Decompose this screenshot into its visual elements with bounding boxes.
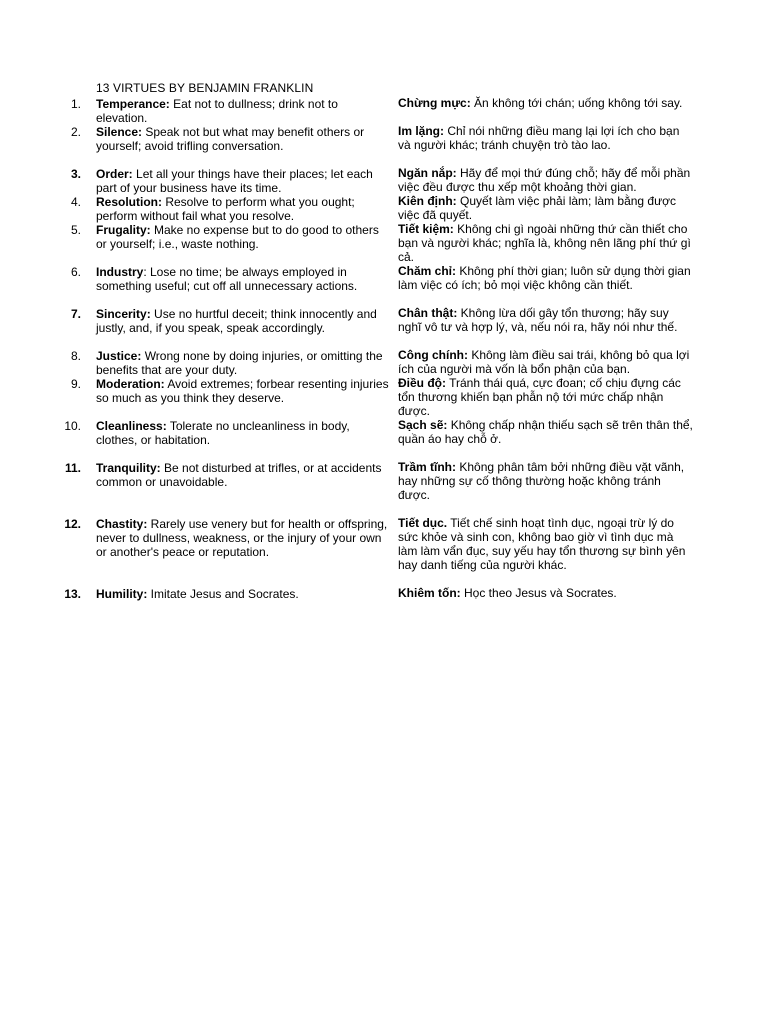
virtue-term: Resolution: <box>96 195 162 209</box>
virtue-text: Make no expense but to do good to others or yourself; i.e., waste nothing. <box>96 223 379 251</box>
virtue-vietnamese <box>398 223 694 265</box>
virtue-text: : Lose no time; be always employed in something useful; cut off all unnecessary actions. <box>96 265 358 293</box>
virtue-vi-text: Không phí thời gian; luôn sử dụng thời gian làm việc có ích; bỏ mọi việc không cần thiết. <box>398 264 691 292</box>
virtue-vi-term: Tiết dục. <box>398 516 448 530</box>
virtue-number: 11. <box>64 461 81 475</box>
virtue-vietnamese <box>398 167 694 195</box>
virtue-term: Moderation: <box>96 377 165 391</box>
virtue-vi-text: Không làm điều sai trái, không bỏ qua lợi ích của người mà vốn là bổn phận của bạn. <box>398 348 690 376</box>
virtue-text: Imitate Jesus and Socrates. <box>147 587 299 601</box>
virtue-number: 8. <box>70 349 81 363</box>
virtue-number: 4. <box>70 195 81 209</box>
virtue-text: Be not disturbed at trifles, or at accidents common or unavoidable. <box>96 461 382 489</box>
virtue-text: Speak not but what may benefit others or yourself; avoid trifling conversation. <box>96 125 365 153</box>
virtue-term: Cleanliness: <box>96 419 167 433</box>
virtue-text: Rarely use venery but for health or offspring, never to dullness, weakness, or the injury of your own or another's peace or reputation. <box>96 517 388 559</box>
virtue-english <box>96 587 390 601</box>
virtue-number: 2. <box>70 125 81 139</box>
virtue-english <box>96 307 390 335</box>
virtue-text: Tolerate no uncleanliness in body, clothes, or habitation. <box>96 419 350 447</box>
virtue-term: Order: <box>96 167 133 181</box>
virtue-vi-term: Kiên định: <box>398 194 457 208</box>
virtue-vi-term: Chừng mực: <box>398 96 471 110</box>
virtue-text: Resolve to perform what you ought; perform without fail what you resolve. <box>96 195 355 223</box>
virtue-vietnamese <box>398 517 694 573</box>
virtue-number: 1. <box>70 97 81 111</box>
virtue-vi-text: Tiết chế sinh hoạt tình dục, ngoại trừ lý do sức khỏe và sinh con, không bao giờ vì tình dục mà làm làm vẩn đục, suy yếu hay tổn thương sự bình yên hay danh tiếng của người khác. <box>398 516 686 572</box>
virtue-vi-term: Im lặng: <box>398 124 445 138</box>
virtue-vi-term: Công chính: <box>398 348 468 362</box>
virtue-vi-term: Chăm chỉ: <box>398 264 457 278</box>
virtue-vi-text: Ăn không tới chán; uống không tới say. <box>470 96 683 110</box>
virtue-vietnamese <box>398 265 694 293</box>
virtue-number: 9. <box>70 377 81 391</box>
virtue-number: 6. <box>70 265 81 279</box>
document-title: 13 VIRTUES BY BENJAMIN FRANKLIN <box>96 81 314 95</box>
virtue-term: Temperance: <box>96 97 170 111</box>
virtue-number: 7. <box>70 307 81 321</box>
virtue-vietnamese <box>398 419 694 447</box>
virtue-vi-term: Sạch sẽ: <box>398 418 448 432</box>
virtue-vietnamese <box>398 587 694 601</box>
virtue-vi-text: Hãy để mọi thứ đúng chỗ; hãy để mỗi phần việc đều được thu xếp một khoảng thời gian. <box>398 166 691 194</box>
virtue-english <box>96 349 390 377</box>
virtue-english <box>96 97 390 125</box>
virtue-text: Use no hurtful deceit; think innocently and justly, and, if you speak, speak accordingly. <box>96 307 377 335</box>
virtue-text: Wrong none by doing injuries, or omitting the benefits that are your duty. <box>96 349 383 377</box>
virtue-vietnamese <box>398 195 694 223</box>
virtue-term: Justice: <box>96 349 142 363</box>
virtue-number: 13. <box>64 587 81 601</box>
virtue-vi-term: Điều độ: <box>398 376 446 390</box>
virtue-text: Avoid extremes; forbear resenting injuries so much as you think they deserve. <box>96 377 389 405</box>
virtue-vi-term: Tiết kiệm: <box>398 222 454 236</box>
virtue-vi-text: Tránh thái quá, cực đoan; cố chịu đựng các tổn thương khiến bạn phẫn nộ tới mức chấp nhận được. <box>398 376 681 418</box>
virtue-vi-text: Không chi gì ngoài những thứ cần thiết cho bạn và người khác; nghĩa là, không nên lãng phí thứ gì cả. <box>398 222 691 264</box>
virtue-term: Chastity: <box>96 517 148 531</box>
virtue-vi-term: Trầm tĩnh: <box>398 460 457 474</box>
virtue-english <box>96 125 390 153</box>
virtue-vi-term: Khiêm tốn: <box>398 586 461 600</box>
virtue-term: Silence: <box>96 125 143 139</box>
virtue-vi-text: Không phân tâm bởi những điều vặt vãnh, hay những sự cố thông thường hoặc không tránh được. <box>398 460 685 502</box>
virtue-term: Industry <box>96 265 144 279</box>
virtue-vietnamese <box>398 125 694 153</box>
virtue-english <box>96 461 390 489</box>
virtue-english <box>96 517 390 559</box>
virtue-term: Tranquility: <box>96 461 161 475</box>
virtue-vi-text: Quyết làm việc phải làm; làm bằng được việc đã quyết. <box>398 194 676 222</box>
virtue-vi-term: Ngăn nắp: <box>398 166 457 180</box>
virtue-english <box>96 265 390 293</box>
virtue-number: 3. <box>70 167 81 181</box>
virtue-english <box>96 377 390 405</box>
virtue-text: Let all your things have their places; let each part of your business have its time. <box>96 167 373 195</box>
virtue-vi-text: Không chấp nhận thiếu sạch sẽ trên thân thể, quần áo hay chỗ ở. <box>398 418 693 446</box>
virtue-vietnamese <box>398 377 694 419</box>
virtue-vietnamese <box>398 349 694 377</box>
virtue-vi-text: Học theo Jesus và Socrates. <box>460 586 617 600</box>
virtue-english <box>96 223 390 251</box>
virtue-vietnamese <box>398 461 694 503</box>
virtue-number: 5. <box>70 223 81 237</box>
virtue-vietnamese <box>398 307 694 335</box>
virtue-text: Eat not to dullness; drink not to elevation. <box>96 97 338 125</box>
virtue-term: Frugality: <box>96 223 151 237</box>
virtue-term: Humility: <box>96 587 148 601</box>
virtue-number: 12. <box>64 517 81 531</box>
virtue-english <box>96 419 390 447</box>
virtue-english <box>96 195 390 223</box>
virtue-vi-text: Chỉ nói những điều mang lại lợi ích cho bạn và người khác; tránh chuyện trò tào lao. <box>398 124 680 152</box>
virtue-number: 10. <box>64 419 81 433</box>
virtue-english <box>96 167 390 195</box>
virtue-vi-text: Không lừa dối gây tổn thương; hãy suy nghĩ vô tư và hợp lý, và, nếu nói ra, hãy nói như thế. <box>398 306 678 334</box>
virtue-vi-term: Chân thật: <box>398 306 458 320</box>
virtue-term: Sincerity: <box>96 307 151 321</box>
virtue-vietnamese <box>398 97 694 111</box>
